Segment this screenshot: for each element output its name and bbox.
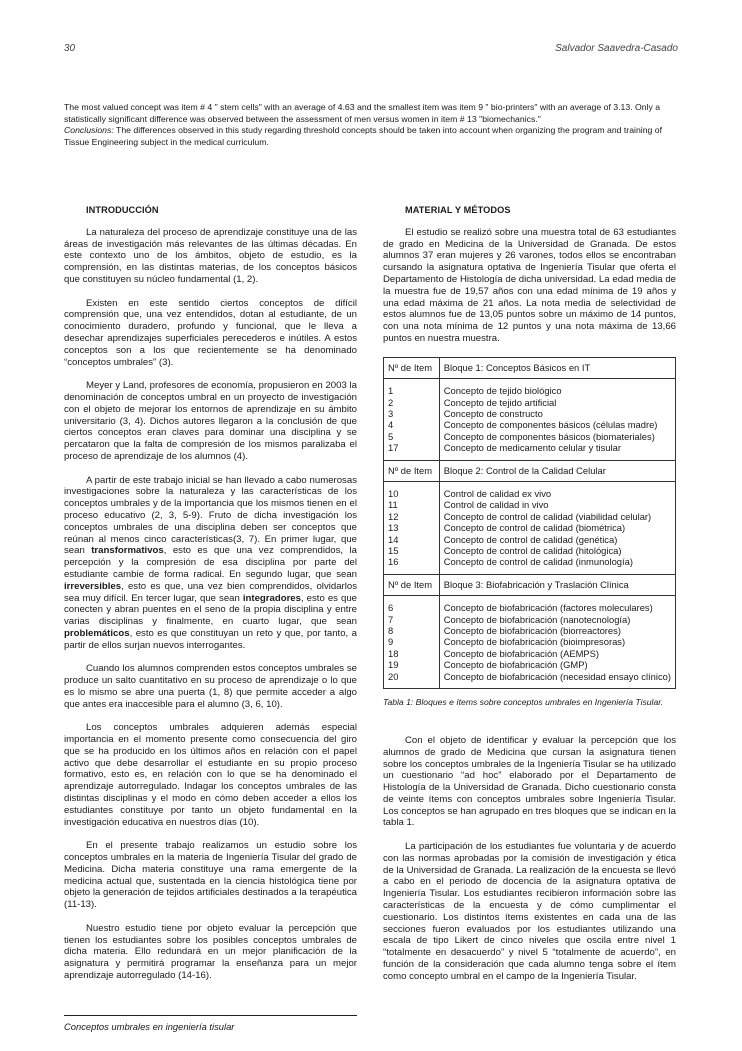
item-concept: Concepto de constructo [443,407,543,419]
item-number: 11 [388,499,398,511]
methods-paragraph-3: La participación de los estudiantes fue voluntaria y de acuerdo con las normas aprobadas por la comisión de investigación y ética de la Universidad de Granada. La realización de la encuesta se llevó a cabo en el periodo de docencia de la asignatura optativa de Ingeniería Tisular. Los estudiantes recibieron información sobre las características de la encuesta y de cómo cumplimentar el cuestionario. Los distintos ítems existentes en cada una de las secciones fueron evaluados por los estudiantes utilizando una escala de tipo Likert de cinco niveles que oscila entre nivel 1 “totalmente en desacuerdo” y nivel 5 “totalmente de acuerdo”, en función de la consideración que cada alumno tenga sobre el ítem como concepto umbral en el campo de la Ingeniería Tisular. [383,841,676,982]
item-numbers-cell [384,379,440,460]
item-number: 9 [388,636,394,648]
conclusions-text: The differences observed in this study regarding threshold concepts should be taken into account when organizing the program and training of Tissue Engineering subject in the medical curriculum. [64,125,663,147]
item-number-header: Nº de Item [384,574,440,595]
block-title: Bloque 2: Control de la Calidad Celular [439,460,675,481]
item-concept: Control de calidad ex vivo [443,488,552,500]
item-numbers-cell [384,596,440,689]
running-header-author: Salvador Saavedra-Casado [555,43,678,54]
abstract-results-text: The most valued concept was item # 4 " stem cells" with an average of 4.63 and the smallest item was item 9 " bio-printers" with an average of 3.13. Only a statistically significant difference was observed between the assessment of men versus women in item # 13 "biomechanics." [64,102,661,124]
item-numbers-cell [384,482,440,575]
item-number: 16 [388,556,399,568]
item-number-header: Nº de Item [384,460,440,481]
item-concept: Concepto de biofabricación (necesidad ensayo clínico) [443,670,671,682]
intro-paragraph-5: Cuando los alumnos comprenden estos conceptos umbrales se produce un salto cuantitativo en su proceso de aprendizaje o lo que es lo mismo se abre una puerta (1, 8) que permite acceder a algo que antes era inaccesible para el alumno (3, 6, 10). [64,663,357,710]
item-concept: Concepto de control de calidad (biométrica) [443,522,626,534]
item-number: 6 [388,602,394,614]
item-concept: Concepto de control de calidad (inmunología) [443,556,633,568]
footer-divider [64,1015,357,1016]
item-number: 5 [388,430,394,442]
item-number: 10 [388,488,399,500]
block-title: Bloque 1: Conceptos Básicos en IT [439,357,675,378]
item-concept: Concepto de biofabricación (biorreactores) [443,625,621,637]
item-concept: Concepto de biofabricación (bioimpresoras) [443,636,626,648]
intro-paragraph-7: En el presente trabajo realizamos un estudio sobre los conceptos umbrales en la materia de Ingeniería Tisular del grado de Medicina. Dicha materia constituye una rama emergente de la medicina actual que, sustentada en la ciencia histológica tiene por objeto la generación de tejidos artificiales destinados a la terapéutica (11-13). [64,840,357,911]
conclusions-label: Conclusions: [64,125,114,136]
item-concept: Concepto de componentes básicos (biomateriales) [443,430,655,442]
item-concepts-cell [439,482,675,575]
methods-paragraph-1: El estudio se realizó sobre una muestra total de 63 estudiantes de grado en Medicina de la Universidad de Granada. De estos alumnos 37 eran mujeres y 26 varones, todos ellos se encontraban cursando la asignatura optativa de Ingeniería Tisular que oferta el Departamento de Histología de dicha universidad. La edad media de la muestra fue de 19,57 años con una edad mínima de 19 años y una edad máxima de 21 años. La nota media de selectividad de estos alumnos fue de 13,05 puntos sobre un máximo de 14 puntos, con una nota mínima de 12 puntos y una nota máxima de 13,66 puntos en nuestra muestra. [383,226,676,344]
table-caption: Tabla 1: Bloques e ítems sobre conceptos umbrales en Ingeniería Tisular. [383,697,664,708]
p4-text-c: , esto es que una vez comprendidos, la percepción y la compresión de esa disciplina por parte del estudiante cambie de forma radical. En segundo lugar, que sean [64,545,357,580]
item-number: 7 [388,613,394,625]
item-number: 14 [388,533,399,545]
item-concept: Concepto de medicamento celular y tisular [443,442,621,454]
item-number: 15 [388,545,399,557]
p4-text-i: , esto es que constituyan un reto y que, por tanto, a partir de ellos surjan nuevos interrogantes. [64,627,357,651]
left-column [64,205,357,994]
abstract-conclusions [64,125,677,148]
item-concept: Concepto de tejido artificial [443,396,557,408]
item-number: 12 [388,510,399,522]
running-footer: Conceptos umbrales en ingeniería tisular [64,1021,235,1032]
intro-paragraph-8: Nuestro estudio tiene por objeto evaluar la percepción que tienen los estudiantes sobre los posibles conceptos umbrales de dicha materia. Ello redundará en un mejor planificación de la asignatura y permitirá programar la enseñanza para un mejor aprendizaje autorregulado (14-16). [64,922,357,981]
item-number: 3 [388,407,394,419]
item-concepts-cell [439,596,675,689]
p4-text-g: , esto es que conecten y abran puentes en el seno de la propia disciplina y entre varias disciplinas y finalmente, en cuarto lugar, que sean [64,592,357,628]
intro-paragraph-4 [64,475,357,652]
section-title-introduccion: INTRODUCCIÓN [86,205,159,215]
concepts-table [383,357,676,689]
item-number: 20 [388,670,399,682]
methods-paragraph-2: Con el objeto de identificar y evaluar la percepción que los alumnos de grado de Medicina que cursan la asignatura tienen sobre los conceptos umbrales de la Ingeniería Tisular se ha utilizado un cuestionario “ad hoc” elaborado por el Departamento de Histología de la Universidad de Granada. Dicho cuestionario consta de veinte ítems con conceptos umbrales sobre Ingeniería Tisular. Los conceptos se han agrupado en tres bloques que se indican en la tabla 1. [383,734,676,829]
item-concept: Concepto de biofabricación (GMP) [443,659,588,671]
table-block-items-row [384,596,676,689]
item-concept: Concepto de componentes básicos (células madre) [443,419,658,431]
item-concept: Concepto de control de calidad (hitológica) [443,545,622,557]
item-number: 2 [388,396,394,408]
term-integradores: integradores [242,592,301,604]
term-transformativos: transformativos [91,545,164,557]
item-number: 4 [388,419,394,431]
intro-paragraph-6: Los conceptos umbrales adquieren además especial importancia en el momento presente como consecuencia del giro que se ha producido en los últimos años en relación con el papel activo que debe desarrollar el estudiante en su propio proceso formativo, esto es, en relación con lo que se ha denominado el aprendizaje autorregulado. Indagar los conceptos umbrales de las distintas disciplinas y el modo en cómo deben acceder a ellos los estudiantes constituye por tanto un objeto fundamental en la investigación educativa en nuestros días (10). [64,722,357,828]
table-block-header-row [384,357,676,378]
item-number: 19 [388,659,399,671]
item-number: 18 [388,647,399,659]
item-concept: Concepto de biofabricación (nanotecnología) [443,613,631,625]
item-concept: Concepto de control de calidad (genética) [443,533,618,545]
item-number: 8 [388,625,394,637]
item-concept: Concepto de tejido biológico [443,385,562,397]
concepts-table-body [384,357,676,688]
item-number: 1 [388,385,394,397]
intro-paragraph-1: La naturaleza del proceso de aprendizaje constituye una de las áreas de investigación más relevantes de las últimas décadas. En este contexto uno de los ámbitos, objeto de estudio, es la comprensión, en las distintas materias, de los conceptos básicos que constituyen su núcleo fundamental (1, 2). [64,226,357,285]
abstract-continuation [64,102,677,148]
intro-paragraph-3: Meyer y Land, profesores de economía, propusieron en 2003 la denominación de conceptos umbral en un proyecto de investigación con el objeto de mejorar los entornos de aprendizaje en su ámbito universitario (3, 4). Dichos autores llegaron a la conclusión de que ciertos conceptos eran claves para dominar una disciplina y se percataron que la falta de compresión de los mismos paralizaba el proceso de aprendizaje de los alumnos (4). [64,380,357,462]
item-number: 13 [388,522,399,534]
table-block-header-row [384,460,676,481]
term-irreversibles: irreversibles [64,580,122,592]
p4-text-e: , esto es que, una vez bien comprendidos, olvidarlos sea muy difícil. En tercer lugar, que sean [64,580,357,604]
table-block-items-row [384,379,676,460]
item-concept: Concepto de biofabricación (AEMPS) [443,647,600,659]
block-title: Bloque 3: Biofabricación y Traslación Clínica [439,574,675,595]
intro-paragraph-2: Existen en este sentido ciertos conceptos de difícil comprensión que, una vez entendidos, dotan al estudiante, de un conocimiento duradero, profundo y funcional, que le lleva a desechar aprendizajes superficiales perecederos e inútiles. A estos conceptos son a los que recientemente se ha denominado “conceptos umbrales” (3). [64,297,357,368]
p4-text-a: A partir de este trabajo inicial se han llevado a cabo numerosas investigaciones sobre la naturaleza y las características de los conceptos umbrales y de la importancia que los mismos tienen en el proceso educativo (2, 3, 5-9). Fruto de dicha investigación los conceptos umbrales de una disciplina deben ser conceptos que reúnan al menos cinco características(3, 7). En primer lugar, que sean [64,474,357,557]
item-concept: Control de calidad in vivo [443,499,549,511]
right-column [383,205,676,994]
item-concepts-cell [439,379,675,460]
term-problematicos: problemáticos [64,627,130,639]
table-block-header-row [384,574,676,595]
item-concept: Concepto de biofabricación (factores moleculares) [443,602,653,614]
concepts-table-wrapper [383,357,676,689]
section-title-material-metodos: MATERIAL Y MÉTODOS [405,205,511,215]
item-number: 17 [388,442,399,454]
page-number: 30 [64,43,76,54]
item-concept: Concepto de control de calidad (viabilidad celular) [443,510,652,522]
table-block-items-row [384,482,676,575]
item-number-header: Nº de Item [384,357,440,378]
